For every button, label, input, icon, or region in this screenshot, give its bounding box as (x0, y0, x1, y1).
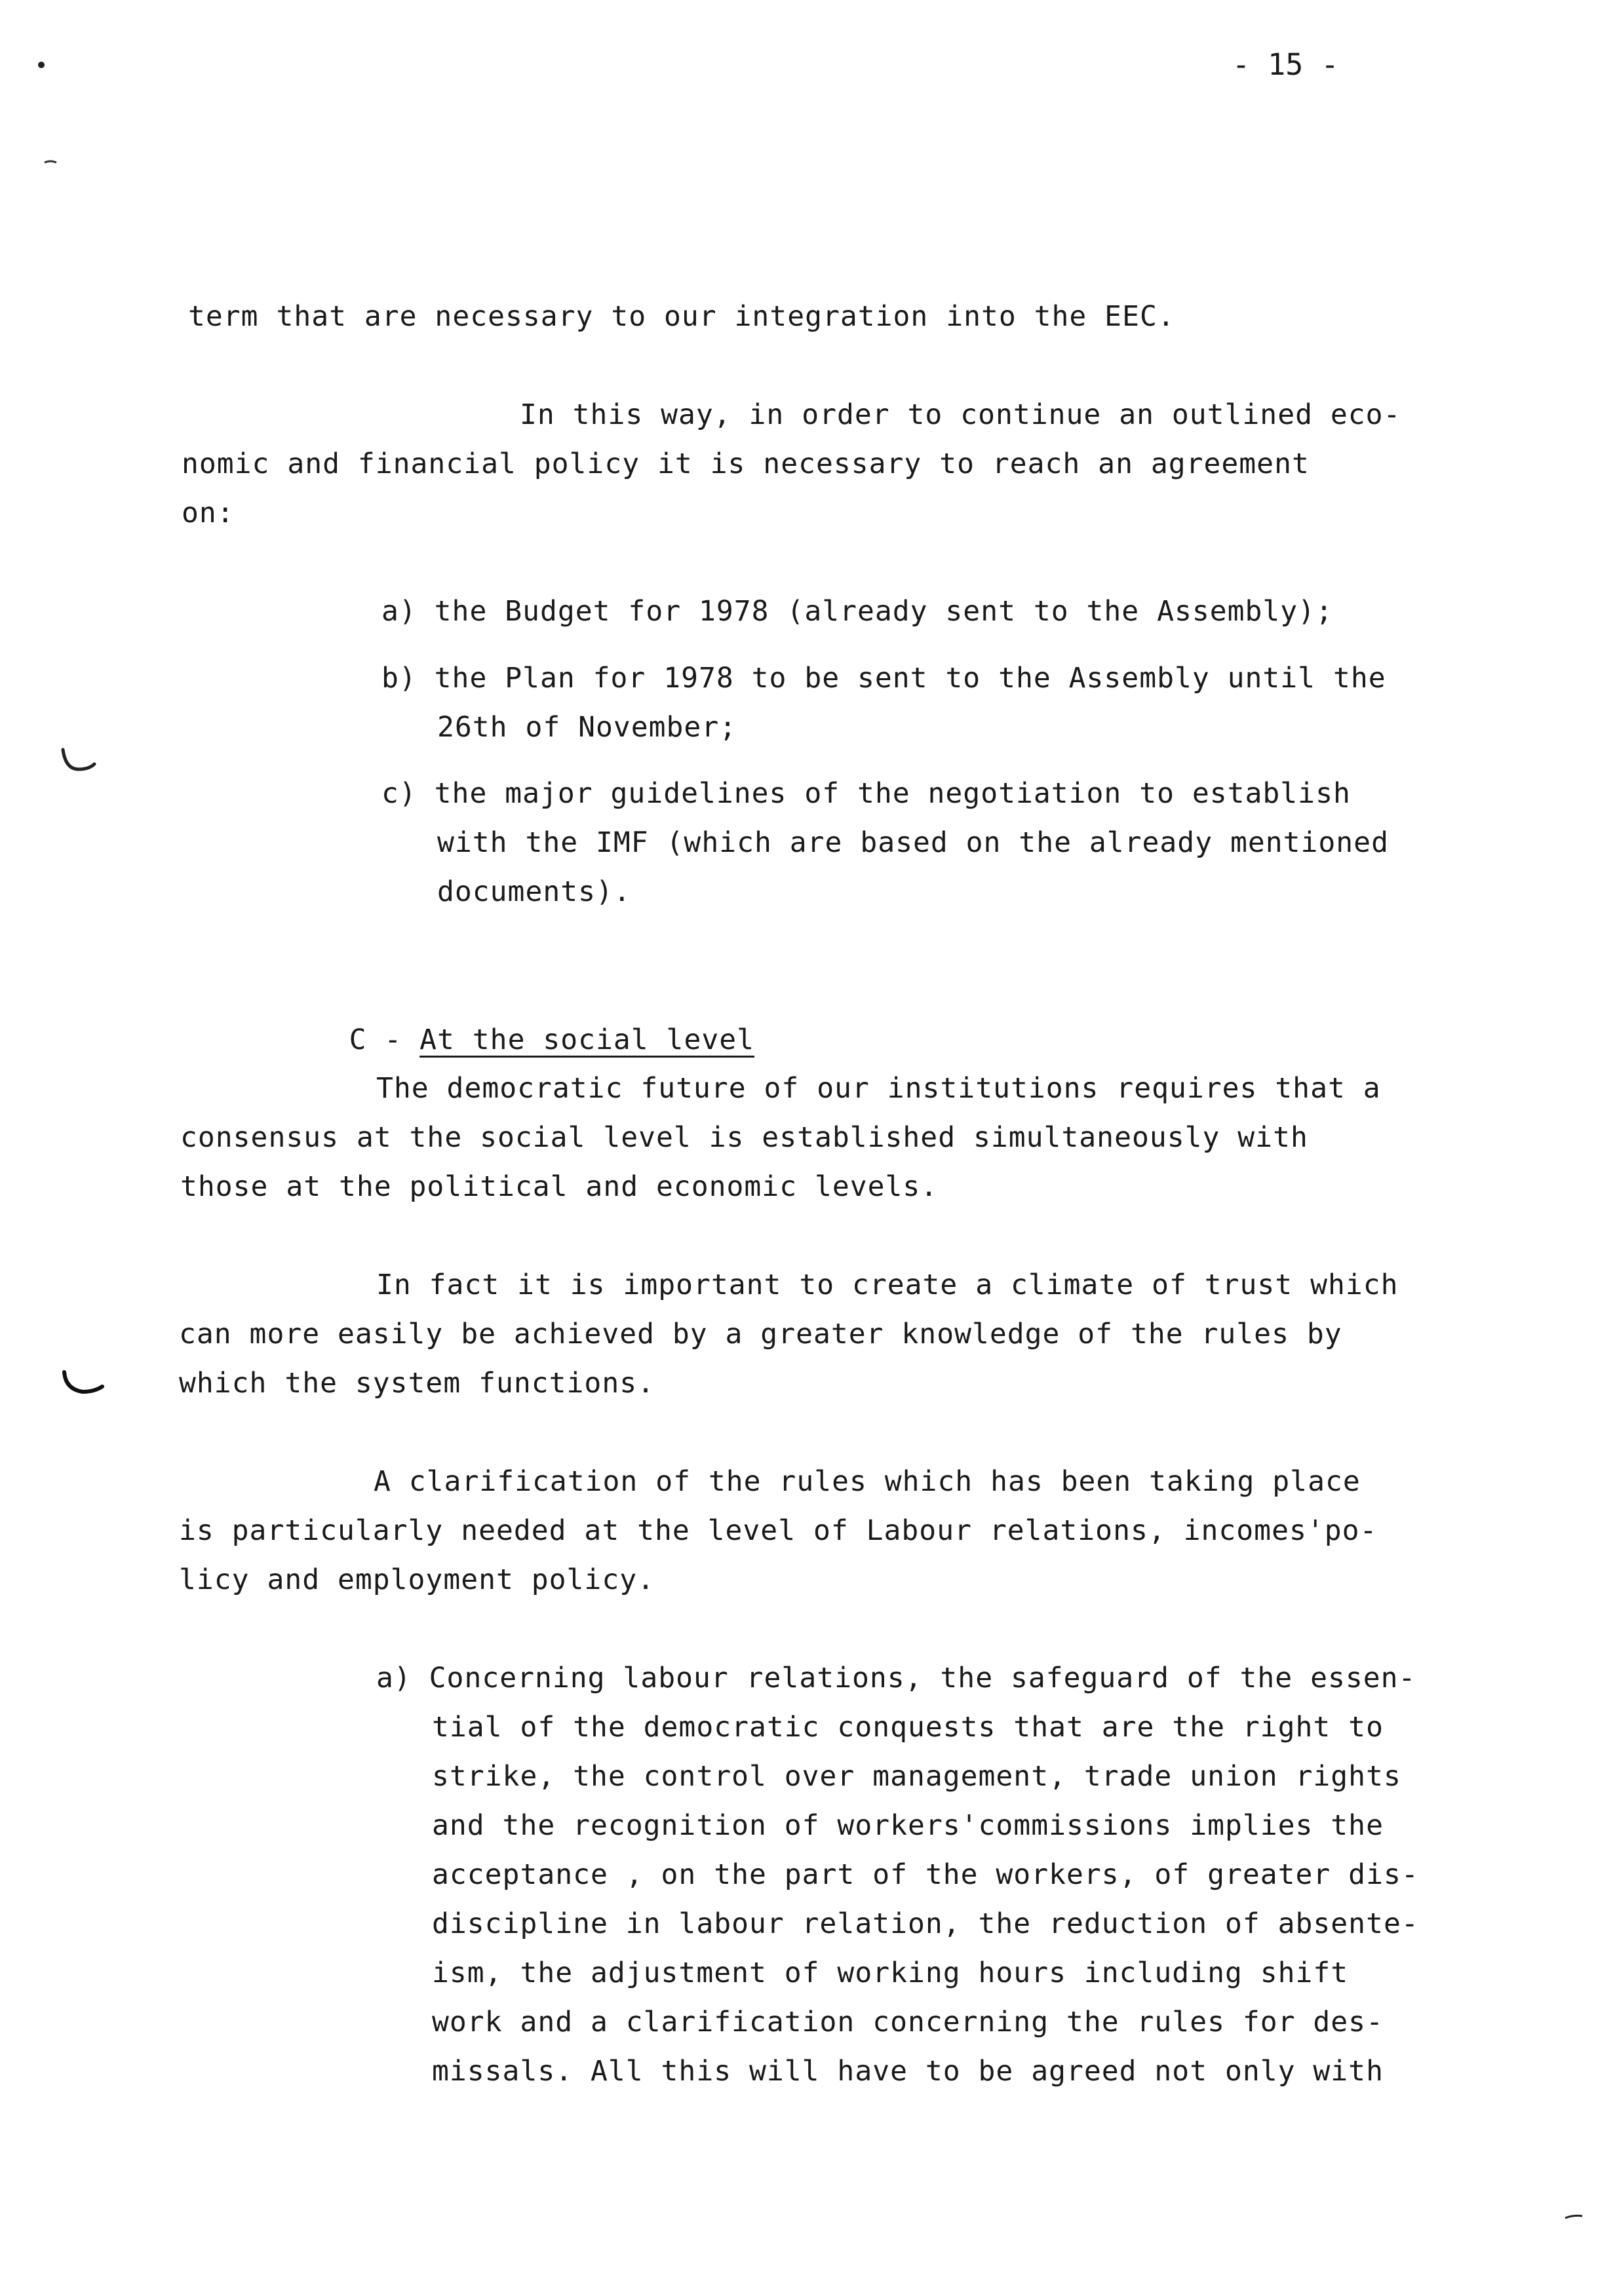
margin-check-mark-1 (59, 747, 98, 780)
list-item-a-continuation: ism, the adjustment of working hours including shift (432, 1957, 1349, 1989)
list-item-b-continuation: 26th of November; (437, 711, 737, 744)
paragraph-start-line: A clarification of the rules which has been taking place (374, 1465, 1361, 1498)
paragraph-start-line: In this way, in order to continue an outlined eco- (520, 398, 1401, 431)
list-item-a-continuation: and the recognition of workers'commissions implies the (432, 1809, 1384, 1842)
section-heading-prefix: C - (349, 1024, 420, 1056)
text-line: which the system functions. (179, 1367, 655, 1400)
list-item-c: c) the major guidelines of the negotiation to establish (381, 777, 1351, 810)
list-item-a-continuation: tial of the democratic conquests that are the right to (432, 1711, 1384, 1744)
scan-corner-dash (1564, 2212, 1584, 2221)
margin-check-mark-2 (60, 1369, 106, 1402)
text-line: term that are necessary to our integration into the EEC. (188, 300, 1175, 333)
text-line: is particularly needed at the level of Labour relations, incomes'po- (179, 1514, 1378, 1547)
list-item-a-continuation: work and a clarification concerning the rules for des- (432, 2006, 1384, 2038)
text-line: those at the political and economic levels. (180, 1170, 939, 1203)
scan-dash-mark (43, 159, 58, 165)
text-line: consensus at the social level is established simultaneously with (180, 1121, 1308, 1154)
list-item-a-continuation: discipline in labour relation, the reduction of absente- (432, 1907, 1419, 1940)
list-item-a-continuation: missals. All this will have to be agreed not only with (432, 2055, 1384, 2088)
list-item-c-continuation: with the IMF (which are based on the already mentioned (437, 826, 1389, 859)
list-item-a: a) the Budget for 1978 (already sent to the Assembly); (381, 595, 1333, 628)
page-number: - 15 - (1232, 47, 1339, 82)
list-item-c-continuation: documents). (437, 875, 631, 908)
scan-dot-mark (37, 60, 46, 69)
text-line: licy and employment policy. (179, 1563, 655, 1596)
list-item-a-continuation: strike, the control over management, trade union rights (432, 1760, 1401, 1793)
text-line: on: (182, 497, 235, 529)
text-line: nomic and financial policy it is necessary to reach an agreement (182, 448, 1310, 480)
section-heading-title: At the social level (419, 1024, 755, 1056)
list-item-a-continuation: acceptance , on the part of the workers, of greater dis- (432, 1858, 1419, 1891)
list-item-b: b) the Plan for 1978 to be sent to the Assembly until the (381, 662, 1386, 695)
paragraph-start-line: The democratic future of our institutions requires that a (376, 1072, 1381, 1105)
paragraph-start-line: In fact it is important to create a climate of trust which (376, 1269, 1399, 1301)
list-item-a: a) Concerning labour relations, the safeguard of the essen- (376, 1662, 1416, 1694)
text-line: can more easily be achieved by a greater knowledge of the rules by (179, 1318, 1342, 1350)
